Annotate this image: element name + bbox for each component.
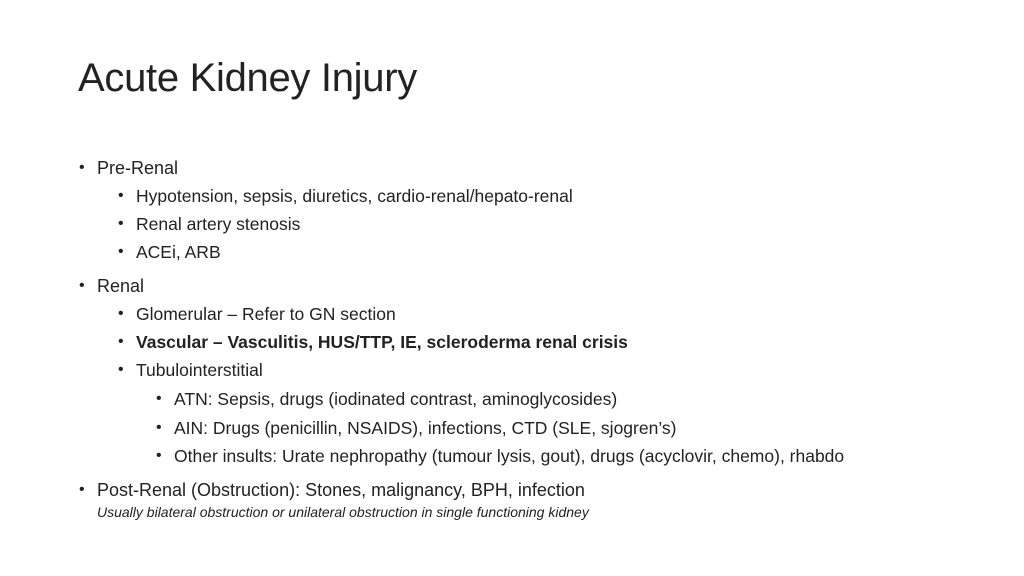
post-renal-note: Usually bilateral obstruction or unilateral obstruction in single functioning kidney — [97, 504, 589, 520]
bullet-icon: • — [118, 243, 124, 260]
pre-renal-item: ACEi, ARB — [136, 242, 221, 262]
section-post-renal: Post-Renal (Obstruction): Stones, malignancy, BPH, infection — [97, 480, 585, 500]
bullet-icon: • — [118, 187, 124, 204]
tubulointerstitial-subitem: Other insults: Urate nephropathy (tumour lysis, gout), drugs (acyclovir, chemo), rhabdo — [174, 446, 845, 466]
bullet-icon: • — [156, 419, 162, 436]
section-pre-renal: Pre-Renal — [97, 158, 179, 178]
pre-renal-item: Hypotension, sepsis, diuretics, cardio-renal/hepato-renal — [136, 186, 573, 206]
renal-item-emphasized: Vascular – Vasculitis, HUS/TTP, IE, scleroderma renal crisis — [136, 332, 628, 352]
pre-renal-item: Renal artery stenosis — [136, 214, 301, 234]
renal-item: Tubulointerstitial — [136, 360, 263, 380]
bullet-icon: • — [118, 361, 124, 378]
bullet-icon: • — [79, 159, 85, 176]
tubulointerstitial-subitem: AIN: Drugs (penicillin, NSAIDS), infections, CTD (SLE, sjogren’s) — [174, 418, 677, 438]
tubulointerstitial-subitem: ATN: Sepsis, drugs (iodinated contrast, aminoglycosides) — [174, 389, 618, 409]
slide-title: Acute Kidney Injury — [78, 56, 417, 100]
section-renal: Renal — [97, 276, 145, 296]
bullet-icon: • — [118, 305, 124, 322]
bullet-icon: • — [156, 390, 162, 407]
bullet-icon: • — [156, 447, 162, 464]
bullet-icon: • — [118, 333, 124, 350]
bullet-icon: • — [118, 215, 124, 232]
renal-item: Glomerular – Refer to GN section — [136, 304, 396, 324]
bullet-icon: • — [79, 481, 85, 498]
bullet-icon: • — [79, 277, 85, 294]
